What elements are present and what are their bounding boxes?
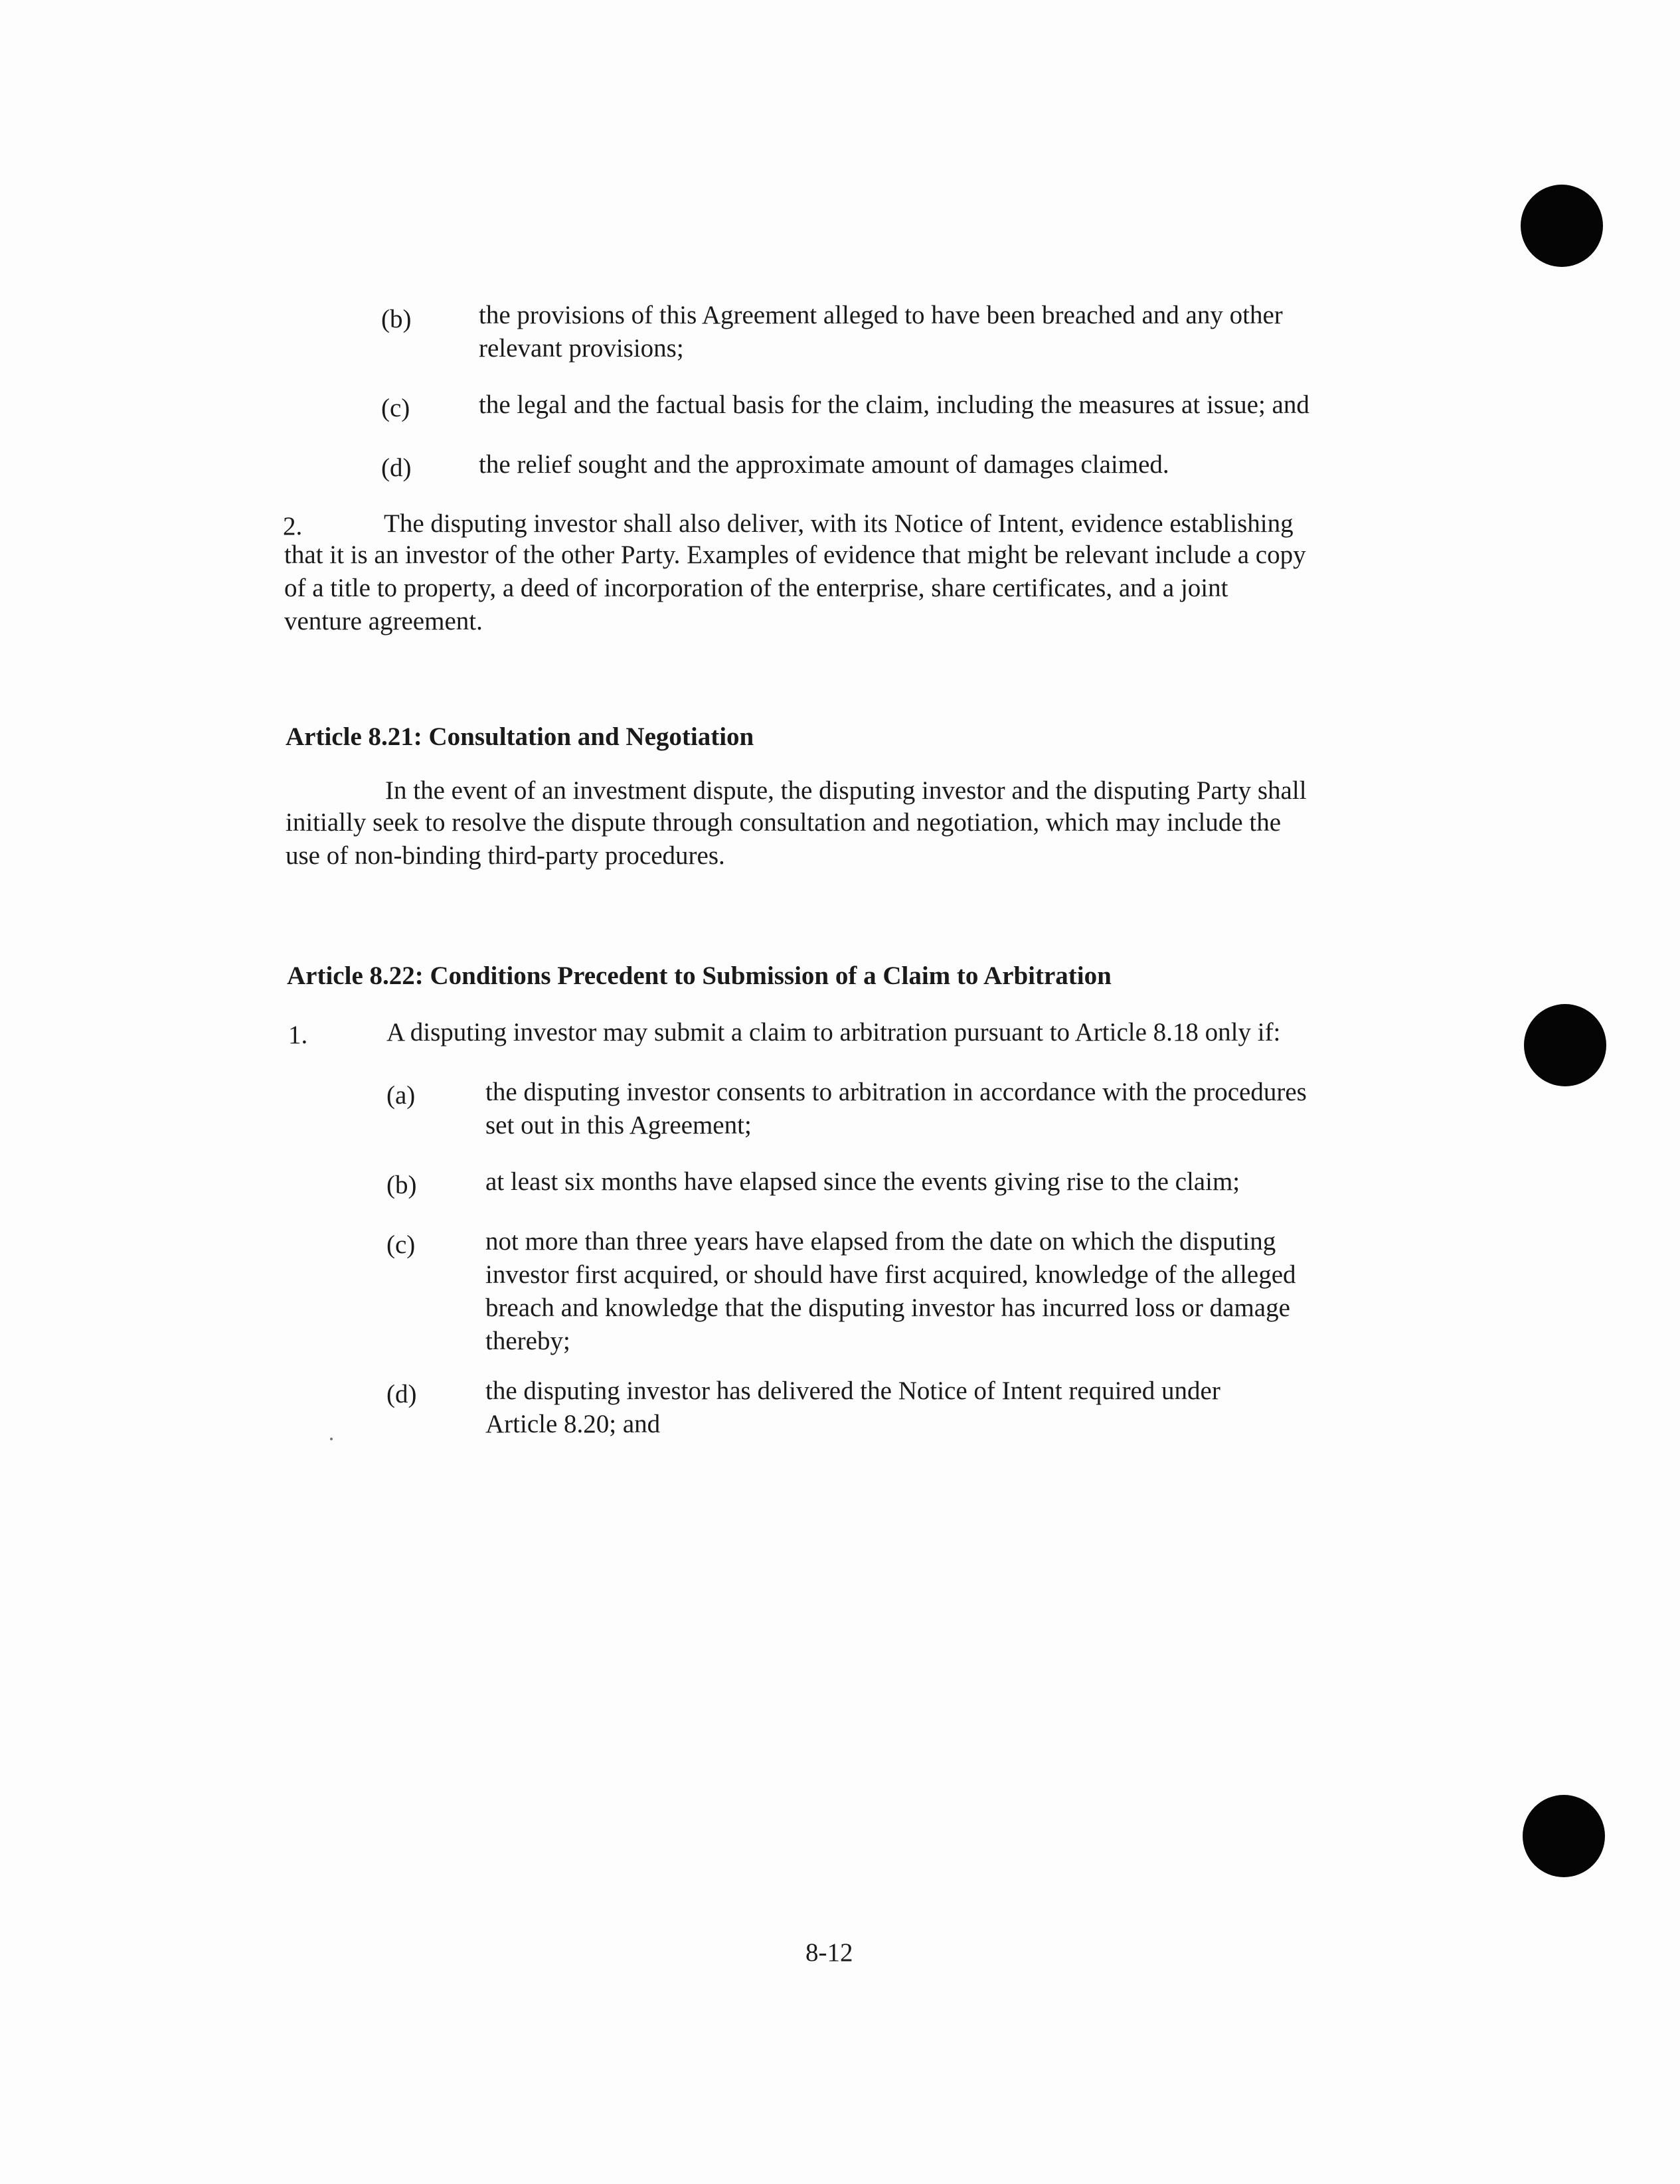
text-line: In the event of an investment dispute, the disputing investor and the disputing Party shall: [385, 776, 1307, 805]
text-line: use of non-binding third-party procedures.: [286, 841, 725, 870]
text-line: that it is an investor of the other Party. Examples of evidence that might be relevant include a copy: [284, 541, 1306, 569]
condition-text-b: [485, 1165, 1240, 1199]
article-8-22-para-1: [386, 1016, 1280, 1049]
text-line: set out in this Agreement;: [485, 1111, 752, 1139]
condition-label-b: (b): [386, 1171, 417, 1199]
text-line: not more than three years have elapsed from the date on which the disputing: [485, 1227, 1276, 1256]
item-text-c: [479, 388, 1309, 422]
condition-label-a: (a): [386, 1081, 416, 1110]
item-text-d: [479, 448, 1169, 481]
text-line: of a title to property, a deed of incorporation of the enterprise, share certificates, and a joint: [284, 574, 1228, 602]
scan-speck: [330, 1438, 333, 1440]
condition-label-c: (c): [386, 1230, 416, 1259]
text-line: the provisions of this Agreement alleged to have been breached and any other: [479, 301, 1283, 329]
item-text-b: [479, 299, 1283, 365]
article-8-21-heading: Article 8.21: Consultation and Negotiation: [286, 722, 754, 751]
paragraph-2-body: [284, 539, 1306, 638]
condition-text-c: [485, 1225, 1296, 1358]
text-line: The disputing investor shall also deliver, with its Notice of Intent, evidence establishing: [384, 509, 1294, 538]
text-line: breach and knowledge that the disputing investor has incurred loss or damage: [485, 1294, 1290, 1322]
article-8-21-body: [286, 806, 1281, 873]
text-line: A disputing investor may submit a claim to arbitration pursuant to Article 8.18 only if:: [386, 1018, 1281, 1047]
punch-hole-bottom: [1523, 1795, 1605, 1877]
item-label-b: (b): [381, 305, 412, 333]
paragraph-number-2: 2.: [283, 512, 303, 541]
text-line: at least six months have elapsed since the events giving rise to the claim;: [485, 1167, 1240, 1196]
paragraph-2-first-line: [384, 507, 1294, 541]
item-label-d: (d): [381, 454, 412, 482]
text-line: thereby;: [485, 1327, 570, 1355]
article-8-22-heading: Article 8.22: Conditions Precedent to Submission of a Claim to Arbitration: [287, 962, 1112, 990]
text-line: investor first acquired, or should have first acquired, knowledge of the alleged: [485, 1260, 1296, 1289]
text-line: relevant provisions;: [479, 334, 684, 363]
text-line: Article 8.20; and: [485, 1410, 661, 1438]
text-line: the disputing investor has delivered the Notice of Intent required under: [485, 1377, 1220, 1405]
punch-hole-top: [1521, 185, 1603, 267]
paragraph-number-1: 1.: [288, 1021, 308, 1049]
text-line: the disputing investor consents to arbitration in accordance with the procedures: [485, 1078, 1307, 1106]
article-8-21-first-line: [385, 774, 1307, 807]
condition-text-a: [485, 1076, 1307, 1142]
text-line: the relief sought and the approximate amount of damages claimed.: [479, 450, 1169, 479]
page-number: 8-12: [805, 1938, 853, 1967]
punch-hole-middle: [1524, 1004, 1606, 1086]
text-line: the legal and the factual basis for the claim, including the measures at issue; and: [479, 390, 1309, 419]
item-label-c: (c): [381, 394, 410, 422]
condition-text-d: [485, 1375, 1220, 1441]
condition-label-d: (d): [386, 1380, 417, 1408]
text-line: venture agreement.: [284, 607, 483, 635]
text-line: initially seek to resolve the dispute through consultation and negotiation, which may include the: [286, 808, 1282, 837]
